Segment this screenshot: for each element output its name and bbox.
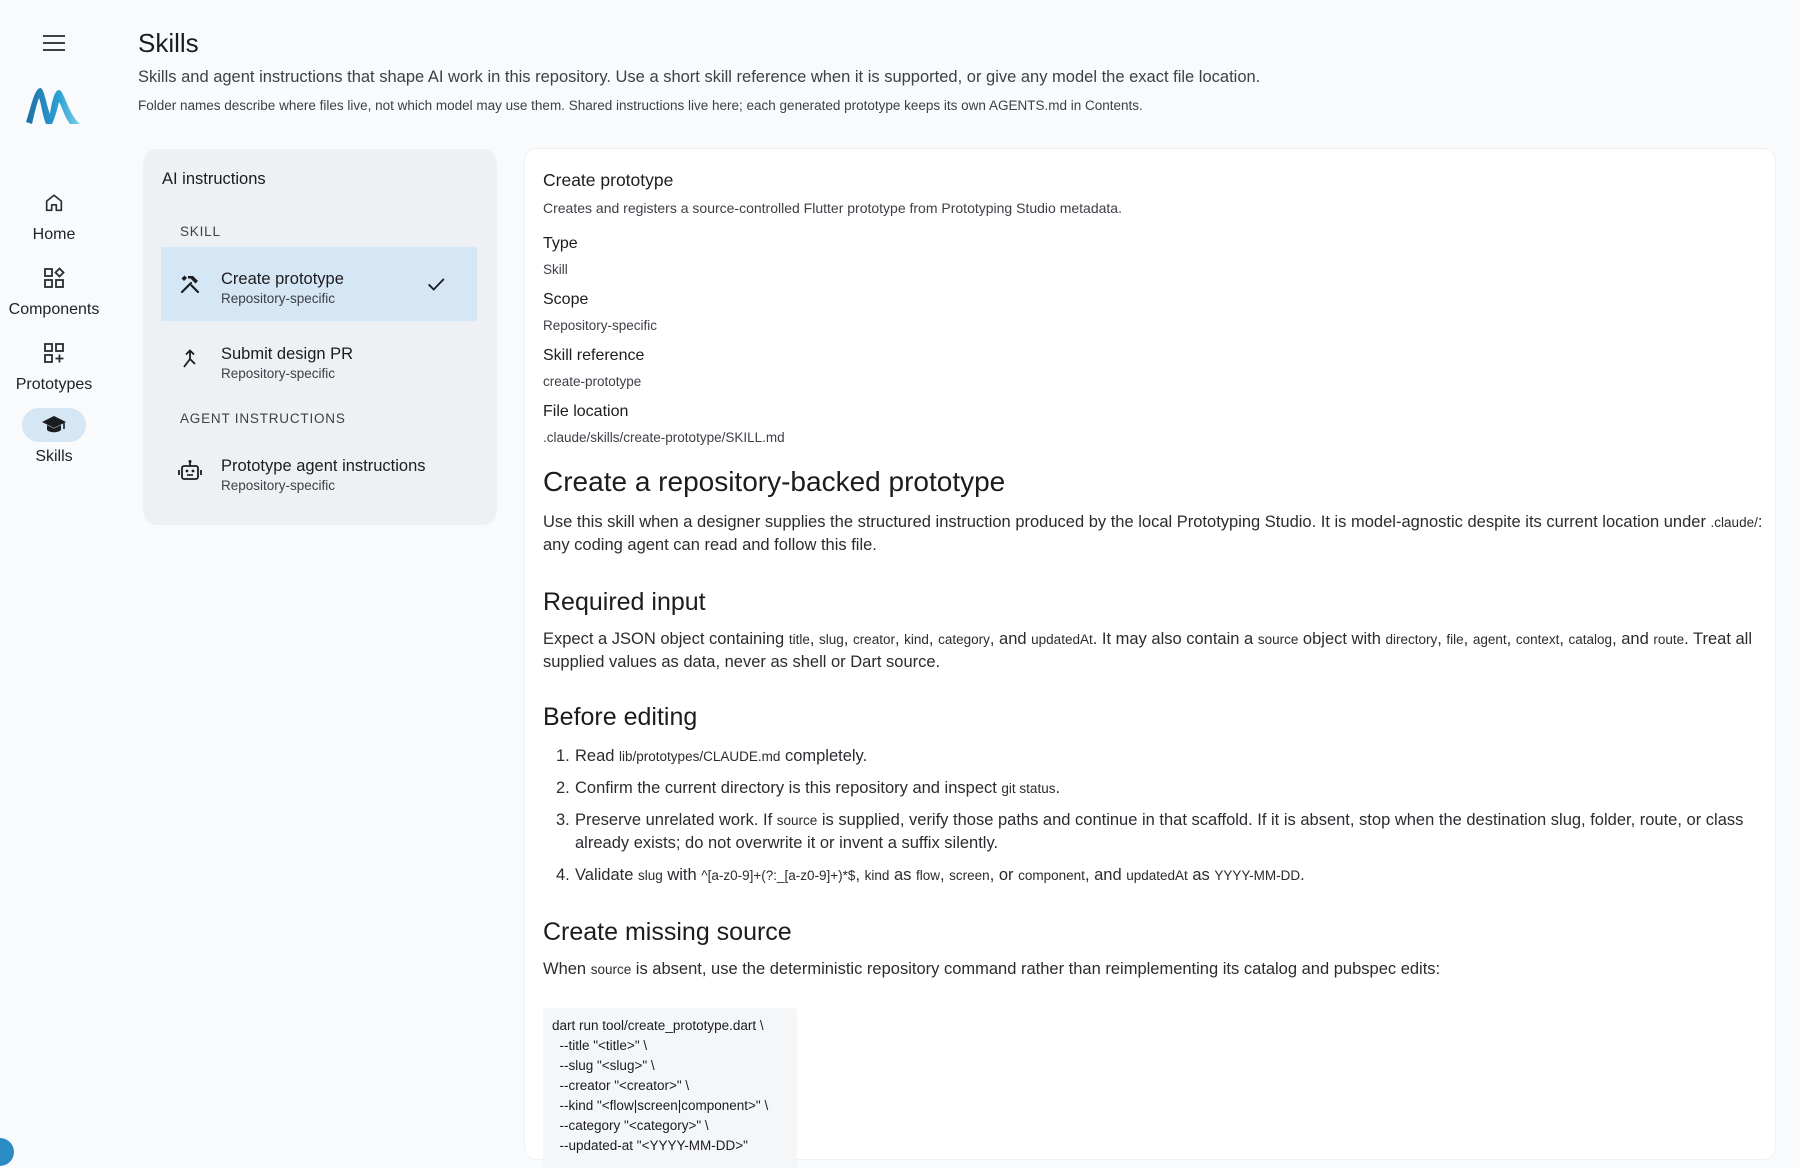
skill-detail-panel xyxy=(525,149,1775,1159)
list-item: 1. Read lib/prototypes/CLAUDE.md completely. xyxy=(556,747,868,765)
nav-item-components[interactable] xyxy=(0,261,108,319)
check-icon xyxy=(425,273,447,300)
meta-value-file-location[interactable]: .claude/skills/create-prototype/SKILL.md xyxy=(543,430,785,445)
skill-item-create-prototype[interactable] xyxy=(161,247,477,321)
meta-value-skill-reference[interactable]: create-prototype xyxy=(543,374,642,389)
list-item: 2. Confirm the current directory is this repository and inspect git status. xyxy=(556,779,1061,797)
nav-item-home[interactable] xyxy=(0,186,108,244)
skill-scope: Repository-specific xyxy=(221,366,336,381)
heading-required-input: Required input xyxy=(543,588,706,616)
home-icon xyxy=(22,186,86,220)
skill-scope: Repository-specific xyxy=(221,291,336,306)
markdown-heading: Create a repository-backed prototype xyxy=(543,466,1006,497)
components-icon xyxy=(22,261,86,295)
meta-value-scope: Repository-specific xyxy=(543,318,658,333)
navigation-rail xyxy=(0,0,108,1152)
markdown-intro-paragraph: Use this skill when a designer supplies the structured instruction produced by the local Prototyping Studio. It is model-agnostic despite its current location under .claude/: any coding agent can read and follow this file. xyxy=(543,513,1763,554)
meta-label-scope: Scope xyxy=(543,291,589,308)
heading-create-missing-source: Create missing source xyxy=(543,918,792,946)
heading-before-editing: Before editing xyxy=(543,703,698,731)
nav-label-home: Home xyxy=(32,226,76,243)
page-note: Folder names describe where files live, not which model may use them. Shared instructions live here; each generated prototype keeps its own AGENTS.md in Contents. xyxy=(138,98,1143,113)
page-description: Skills and agent instructions that shape AI work in this repository. Use a short skill reference when it is supported, or give any model the exact file location. xyxy=(138,68,1261,86)
graduation-cap-icon xyxy=(22,408,86,442)
page-title: Skills xyxy=(138,28,199,58)
skill-name: Prototype agent instructions xyxy=(221,457,426,475)
skill-name: Submit design PR xyxy=(221,345,354,363)
create-missing-source-paragraph: When source is absent, use the deterministic repository command rather than reimplementing its catalog and pubspec edits: xyxy=(543,960,1441,978)
skill-scope: Repository-specific xyxy=(221,478,336,493)
meta-label-file-location: File location xyxy=(543,403,629,420)
ai-instructions-panel xyxy=(143,149,497,525)
wave-logo xyxy=(24,84,82,126)
nav-label-skills: Skills xyxy=(35,448,73,465)
tools-icon xyxy=(177,271,203,297)
meta-label-type: Type xyxy=(543,235,578,252)
merge-icon xyxy=(177,346,203,372)
before-editing-list xyxy=(543,745,1763,896)
detail-title: Create prototype xyxy=(543,170,674,190)
nav-label-components: Components xyxy=(8,301,100,318)
nav-item-prototypes[interactable] xyxy=(0,336,108,394)
nav-item-skills[interactable] xyxy=(0,408,108,466)
section-label-skill: SKILL xyxy=(180,224,221,239)
skill-item-prototype-agent-instructions[interactable] xyxy=(161,434,477,508)
section-label-agent-instructions: AGENT INSTRUCTIONS xyxy=(180,411,346,426)
meta-value-type: Skill xyxy=(543,262,568,277)
list-item: 3. Preserve unrelated work. If source is supplied, verify those paths and continue in that scaffold. If it is absent, stop when the destination slug, folder, route, or class already exists; do not overwrite it or invent a suffix silently. xyxy=(556,811,1744,852)
skill-item-submit-design-pr[interactable] xyxy=(161,322,477,396)
required-input-paragraph: Expect a JSON object containing title, slug, creator, kind, category, and updatedAt. It may also contain a source object with directory, file, agent, context, catalog, and route. Treat all supplied values as data, never as shell or Dart source. xyxy=(543,630,1753,671)
nav-label-prototypes: Prototypes xyxy=(15,376,93,393)
list-item: 4. Validate slug with ^[a-z0-9]+(?:_[a-z0-9]+)*$, kind as flow, screen, or component, and updatedAt as YYYY-MM-DD. xyxy=(556,866,1305,884)
code-block[interactable]: dart run tool/create_prototype.dart \ --title "<title>" \ --slug "<slug>" \ --creator "<creator>" \ --kind "<flow|screen|component>" \ --category "<category>" \ --updated-at "<YYYY-MM-DD>" xyxy=(543,1008,797,1168)
skill-name: Create prototype xyxy=(221,270,344,288)
prototypes-icon xyxy=(22,336,86,370)
panel-title: AI instructions xyxy=(162,170,266,188)
robot-icon xyxy=(177,458,203,484)
meta-label-skill-reference: Skill reference xyxy=(543,347,645,364)
menu-icon[interactable] xyxy=(38,27,70,59)
detail-subtitle: Creates and registers a source-controlled Flutter prototype from Prototyping Studio metadata. xyxy=(543,200,1122,216)
